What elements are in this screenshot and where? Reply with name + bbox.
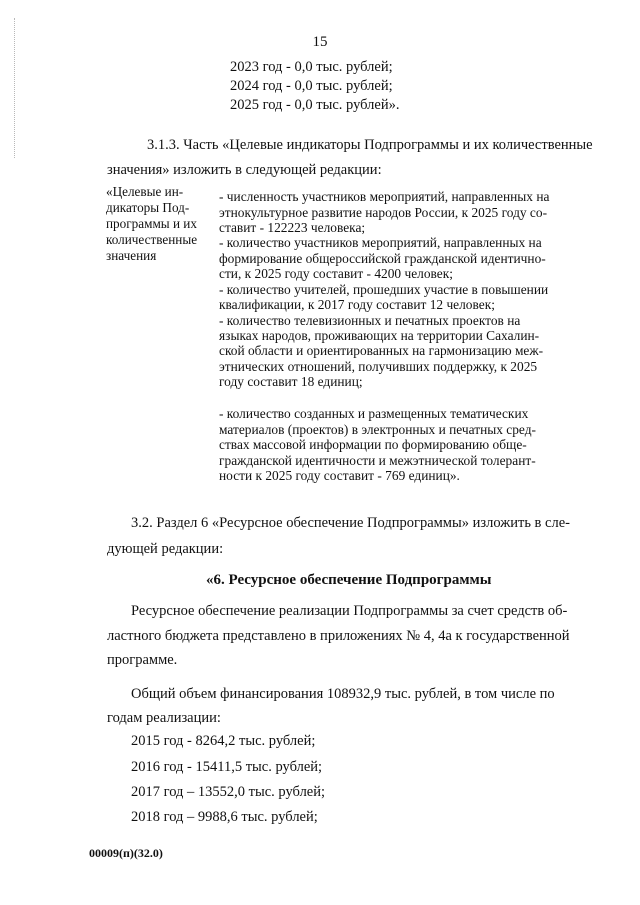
indicators-text-line: году составит 18 единиц;	[219, 374, 363, 389]
indicators-text-line: - численность участников мероприятий, направленных на	[219, 189, 550, 204]
indicators-text-line: - количество участников мероприятий, направленных на	[219, 235, 542, 250]
page-number: 15	[312, 34, 328, 50]
indicators-text-line: ставит - 122223 человека;	[219, 220, 366, 235]
document-footer-code: 00009(п)(32.0)	[89, 846, 163, 860]
paragraph-line: годам реализации:	[107, 710, 221, 726]
indicators-label-line: значения	[106, 248, 157, 263]
indicators-label-line: программы и их	[106, 216, 197, 231]
clause-313-line-2: значения» изложить в следующей редакции:	[107, 162, 382, 178]
indicators-text-line: формирование общероссийской гражданской идентично-	[219, 251, 546, 266]
paragraph-line: Ресурсное обеспечение реализации Подпрограммы за счет средств об-	[131, 603, 568, 619]
paragraph-line: Общий объем финансирования 108932,9 тыс. рублей, в том числе по	[131, 686, 555, 702]
indicators-text-line: языках народов, проживающих на территории Сахалин-	[219, 328, 540, 343]
indicators-label-line: дикаторы Под-	[106, 200, 190, 215]
indicators-text-line: ности к 2025 году составит - 769 единиц».	[219, 468, 460, 483]
indicators-text-line: - количество созданных и размещенных тематических	[219, 406, 529, 421]
clause-32-line-1: 3.2. Раздел 6 «Ресурсное обеспечение Подпрограммы» изложить в сле-	[131, 515, 570, 531]
funding-year-item: 2018 год – 9988,6 тыс. рублей;	[131, 809, 318, 825]
indicators-label-line: количественные	[106, 232, 198, 247]
funding-line: 2024 год - 0,0 тыс. рублей;	[230, 78, 393, 94]
funding-year-item: 2017 год – 13552,0 тыс. рублей;	[131, 784, 326, 800]
section-6-heading: «6. Ресурсное обеспечение Подпрограммы	[206, 572, 492, 588]
paragraph-line: ластного бюджета представлено в приложениях № 4, 4а к государственной	[107, 628, 570, 644]
funding-year-item: 2015 год - 8264,2 тыс. рублей;	[131, 733, 316, 749]
paragraph-line: программе.	[107, 652, 178, 668]
indicators-text-line: - количество телевизионных и печатных проектов на	[219, 313, 521, 328]
clause-313-line-1: 3.1.3. Часть «Целевые индикаторы Подпрограммы и их количественные	[147, 137, 593, 153]
indicators-text-line: этнокультурное развитие народов России, к 2025 году со-	[219, 205, 548, 220]
indicators-text-line: квалификации, к 2017 году составит 12 человек;	[219, 297, 495, 312]
clause-32-line-2: дующей редакции:	[107, 541, 224, 557]
funding-line: 2023 год - 0,0 тыс. рублей;	[230, 59, 393, 75]
indicators-text-line: гражданской идентичности и межэтнической толерант-	[219, 453, 536, 468]
indicators-label-line: «Целевые ин-	[106, 184, 184, 199]
indicators-text-line: - количество учителей, прошедших участие в повышении	[219, 282, 549, 297]
indicators-text-line: ствах массовой информации по формированию обще-	[219, 437, 527, 452]
indicators-text-line: ской области и ориентированных на гармонизацию меж-	[219, 343, 544, 358]
indicators-text-line: материалов (проектов) в электронных и печатных сред-	[219, 422, 536, 437]
indicators-text-line: сти, к 2025 году составит - 4200 человек;	[219, 266, 453, 281]
indicators-text-line: этнических отношений, получивших поддержку, к 2025	[219, 359, 538, 374]
funding-line: 2025 год - 0,0 тыс. рублей».	[230, 97, 400, 113]
funding-year-item: 2016 год - 15411,5 тыс. рублей;	[131, 759, 323, 775]
